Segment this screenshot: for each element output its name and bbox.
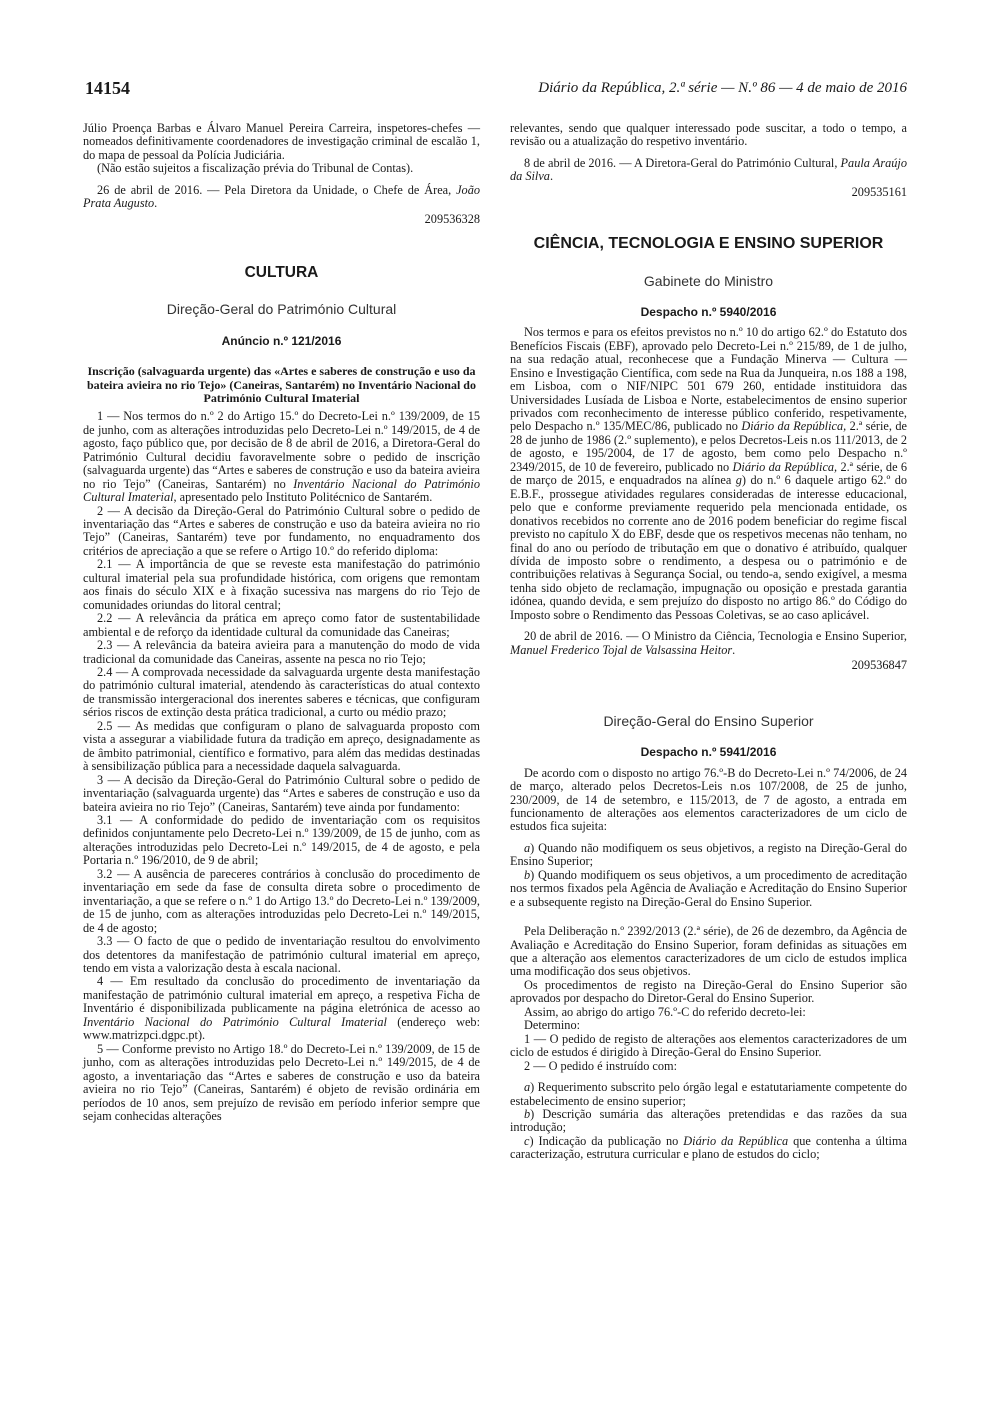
despacho-number: Despacho n.º 5940/2016 <box>640 305 777 320</box>
paragraph: 1 — Nos termos do n.º 2 do Artigo 15.º do Decreto-Lei n.º 139/2009, de 15 de junho, com as alterações introduzidas pelo Decreto-Lei n.º 149/2015, de 4 de agosto, faço público que, por decisão de 8 de abril de 2016, a Diretora-Geral do Património Cultural decidiu favoravelmente sobre o pedido de inscrição (salvaguarda urgente) das “Artes e saberes de construção e uso da bateira avieira no rio Tejo” (Caneiras, Santarém) no Inventário Nacional do Património Cultural Imaterial, apresentado pelo Instituto Politécnico de Santarém. <box>83 409 480 505</box>
announcement-subject: Inscrição (salvaguarda urgente) das «Artes e saberes de construção e uso da bateira avieira no rio Tejo» (Caneiras, Santarém) no Inventário Nacional do Património Cultural Imaterial <box>87 364 476 405</box>
department-title: Direção-Geral do Ensino Superior <box>603 712 814 729</box>
paragraph: 5 — Conforme previsto no Artigo 18.º do Decreto-Lei n.º 139/2009, de 15 de junho, com as alterações introduzidas pelo Decreto-Lei n.º 149/2015, de 4 de agosto, a inventariação das “Artes e saberes de construção e uso da bateira avieira no rio Tejo” (Caneiras, Santarém) é objeto de revisão ordinária em períodos de 10 anos, sem prejuízo de revisão em período inferior sempre que sejam conhecidas alterações <box>83 1041 480 1123</box>
paragraph: Os procedimentos de registo na Direção-Geral do Ensino Superior são aprovados por despacho do Diretor-Geral do Ensino Superior. <box>510 977 907 1006</box>
paragraph: Nos termos e para os efeitos previstos no n.º 10 do artigo 62.º do Estatuto dos Benefícios Fiscais (EBF), aprovado pelo Decreto-Lei n.º 215/89, de 1 de julho, na sua redação atual, reconhecese que a Fundação Minerva — Cultura — Ensino e Investigação Científica, com sede na Rua da Junqueira, n.os 188 a 198, em Lisboa, com o NIF/NIPC 501 679 260, entidade instituidora das Universidades Lusíada de Lisboa e Norte, estabelecimentos de ensino superior privados com reconhecimento de interesse público conferido, respetivamente, pelo Despacho n.º 135/MEC/86, publicado no Diário da República, 2.ª série, de 28 de junho de 1986 (2.º suplemento), e pelos Decretos-Leis n.os 111/2013, de 2 de agosto, e 195/2004, de 17 de agosto, bem como pelo Despacho n.º 2349/2015, de 10 de fevereiro, publicado no Diário da República, 2.ª série, de 6 de março de 2015, e enquadrados na alínea g) do n.º 6 daquele artigo 62.º do E.B.F., prossegue atividades regulares consideradas de interesse educacional, pelo que e conforme previamente requerido pela mencionada entidade, os donativos recebidos no corrente ano de 2016 podem beneficiar do regime fiscal previsto no capítulo X do EBF, desde que os respetivos mecenas não tenham, no final do ano ou período de tributação em que o donativo é atribuído, qualquer dívida de imposto sobre o rendimento, a despesa ou o património e de contribuições relativas à Segurança Social, ou tendo-a, sendo exigível, a mesma tenha sido objeto de reclamação, impugnação ou oposição e prestada garantia idónea, quando devida, e sem prejuízo do disposto no artigo 86.º do Código do Imposto sobre o Rendimento das Pessoas Coletivas, se ao caso aplicável. <box>510 325 908 622</box>
paragraph: relevantes, sendo que qualquer interessado pode suscitar, a todo o tempo, a revisão ou a atualização do respetivo inventário. <box>510 121 907 149</box>
despacho-number: Despacho n.º 5941/2016 <box>640 744 777 759</box>
paragraph: 1 — O pedido de registo de alterações aos elementos caracterizadores de um ciclo de estudos é dirigido à Direção-Geral do Ensino Superior. <box>510 1031 907 1060</box>
paragraph: 2 — A decisão da Direção-Geral do Património Cultural sobre o pedido de inventariação das “Artes e saberes de construção e uso da bateira avieira no rio Tejo” (Caneiras, Santarém) teve por fundamento, no enquadramento dos critérios de apreciação a que se refere o Artigo 10.º do referido diploma: <box>83 503 480 558</box>
list-item: b) Quando modifiquem os seus objetivos, a um procedimento de acreditação nos termos fixados pela Agência de Avaliação e Acreditação do Ensino Superior e a subsequente registo na Direção-Geral do Ensino Superior. <box>510 867 907 909</box>
paragraph: 2.3 — A relevância da bateira avieira para a manutenção do modo de vida tradicional da comunidade das Caneiras, assente na pesca no rio Tejo; <box>83 638 480 666</box>
paragraph: De acordo com o disposto no artigo 76.º-B do Decreto-Lei n.º 74/2006, de 24 de março, alterado pelos Decretos-Leis n.os 107/2008, de 25 de junho, 230/2009, de 14 de setembro, e 115/2013, de 7 de agosto, a entrada em funcionamento de alterações aos elementos caracterizadores de um ciclo de estudos fica sujeita: <box>510 765 907 834</box>
page-header <box>85 78 907 102</box>
signatory-name: Paula Araújo da Silva <box>510 155 907 184</box>
signatory-name: João Prata Augusto <box>83 182 480 211</box>
paragraph: 3 — A decisão da Direção-Geral do Património Cultural sobre o pedido de inventariação (salvaguarda urgente) das “Artes e saberes de construção e uso da bateira avieira no rio Tejo” (Caneiras, Santarém) teve ainda por fundamento: <box>83 772 480 814</box>
paragraph: Assim, ao abrigo do artigo 76.º-C do referido decreto-lei: <box>524 1004 806 1019</box>
section-title: CULTURA <box>244 264 319 282</box>
document-code: 209536328 <box>424 211 480 226</box>
paragraph: 4 — Em resultado da conclusão do procedimento de inventariação da manifestação de património cultural imaterial em apreço, a respetiva Ficha de Inventário é disponibilizada publicamente na página eletrónica de acesso ao Inventário Nacional do Património Cultural Imaterial (endereço web: www.matrizpci.dgpc.pt). <box>83 974 480 1043</box>
signature: 20 de abril de 2016. — O Ministro da Ciência, Tecnologia e Ensino Superior, Manuel Frederico Tojal de Valsassina Heitor. <box>510 629 907 657</box>
signatory-name: Manuel Frederico Tojal de Valsassina Heitor <box>510 642 733 657</box>
paragraph: Júlio Proença Barbas e Álvaro Manuel Pereira Carreira, inspetores-chefes — nomeados definitivamente coordenadores de investigação criminal de escalão 1, do mapa de pessoal da Polícia Judiciária. <box>83 121 480 162</box>
signature: 26 de abril de 2016. — Pela Diretora da Unidade, o Chefe de Área, João Prata Augusto. <box>83 182 480 211</box>
document-code: 209536847 <box>851 658 907 673</box>
paragraph: 2.1 — A importância de que se reveste esta manifestação do património cultural imaterial pela sua profundidade histórica, com origens que remontam aos finais do século XIX e à fixação sucessiva nas margens do rio Tejo de comunidades oriundas do litoral central; <box>83 557 480 612</box>
department-title: Direção-Geral do Património Cultural <box>166 301 397 318</box>
announcement-number: Anúncio n.º 121/2016 <box>221 334 342 349</box>
paragraph: 2.4 — A comprovada necessidade da salvaguarda urgente desta manifestação do património cultural imaterial, atendendo às características do atual contexto de transmissão intergeracional dos inerentes saberes e técnicas, que configuram sérios riscos de extinção desta prática tradicional, a curto ou médio prazo; <box>83 665 480 720</box>
page-number: 14154 <box>85 78 130 98</box>
paragraph: 3.3 — O facto de que o pedido de inventariação resultou do envolvimento dos detentores da manifestação de património cultural imaterial em apreço, tendo em vista a valorização desta à escala nacional. <box>83 934 480 975</box>
paragraph: Determino: <box>524 1018 581 1033</box>
list-item: a) Requerimento subscrito pelo órgão legal e estatutariamente competente do estabelecimento de ensino superior; <box>510 1080 907 1108</box>
left-column <box>83 122 480 1123</box>
list-item: a) Quando não modifiquem os seus objetivos, a registo na Direção-Geral do Ensino Superior; <box>510 840 907 869</box>
section-title: CIÊNCIA, TECNOLOGIA E ENSINO SUPERIOR <box>533 235 884 253</box>
paragraph: 2.5 — As medidas que configuram o plano de salvaguarda proposto com vista a assegurar a viabilidade futura da tradição em apreço, designadamente as de âmbito patrimonial, científico e formativo, para além das medidas destinadas à sensibilização pública para a necessidade daquela salvaguarda. <box>83 718 480 774</box>
list-item: b) Descrição sumária das alterações pretendidas e das razões da sua introdução; <box>510 1107 907 1135</box>
paragraph: 3.1 — A conformidade do pedido de inventariação com os requisitos definidos conjuntamente pelo Decreto-Lei n.º 139/2009, de 15 de junho, com as alterações introduzidas pelo Decreto-Lei n.º 149/2015, de 4 de agosto, e pela Portaria n.º 196/2010, de 9 de abril; <box>83 812 480 868</box>
right-column <box>510 122 907 1162</box>
paragraph: (Não estão sujeitos a fiscalização prévia do Tribunal de Contas). <box>97 161 414 176</box>
paragraph: Pela Deliberação n.º 2392/2013 (2.ª série), de 26 de dezembro, da Agência de Avaliação e Acreditação do Ensino Superior, foram definidas as situações em que a alteração aos elementos caracterizadores de um ciclo de estudos implica uma modificação dos seus objetivos. <box>510 924 907 979</box>
paragraph: 3.2 — A ausência de pareceres contrários à conclusão do procedimento de inventariação em sede da fase de consulta direta sobre o procedimento de inventariação, a que se refere o n.º 1 do Artigo 13.º do Decreto-Lei n.º 139/2009, de 15 de junho, com as alterações introduzidas pelo Decreto-Lei n.º 149/2015, de 4 de agosto; <box>83 866 480 935</box>
paragraph: 2.2 — A relevância da prática em apreço como fator de sustentabilidade ambiental e de reforço da identidade cultural da comunidade das Caneiras; <box>83 611 480 639</box>
signature: 8 de abril de 2016. — A Diretora-Geral do Património Cultural, Paula Araújo da Silva. <box>510 155 907 184</box>
journal-title: Diário da República, 2.ª série — N.º 86 — 4 de maio de 2016 <box>538 80 907 96</box>
list-item: c) Indicação da publicação no Diário da República que contenha a última caracterização, estrutura curricular e plano de estudos do ciclo; <box>510 1133 907 1162</box>
department-title: Gabinete do Ministro <box>643 273 774 290</box>
document-code: 209535161 <box>851 184 907 199</box>
paragraph: 2 — O pedido é instruído com: <box>524 1058 678 1073</box>
